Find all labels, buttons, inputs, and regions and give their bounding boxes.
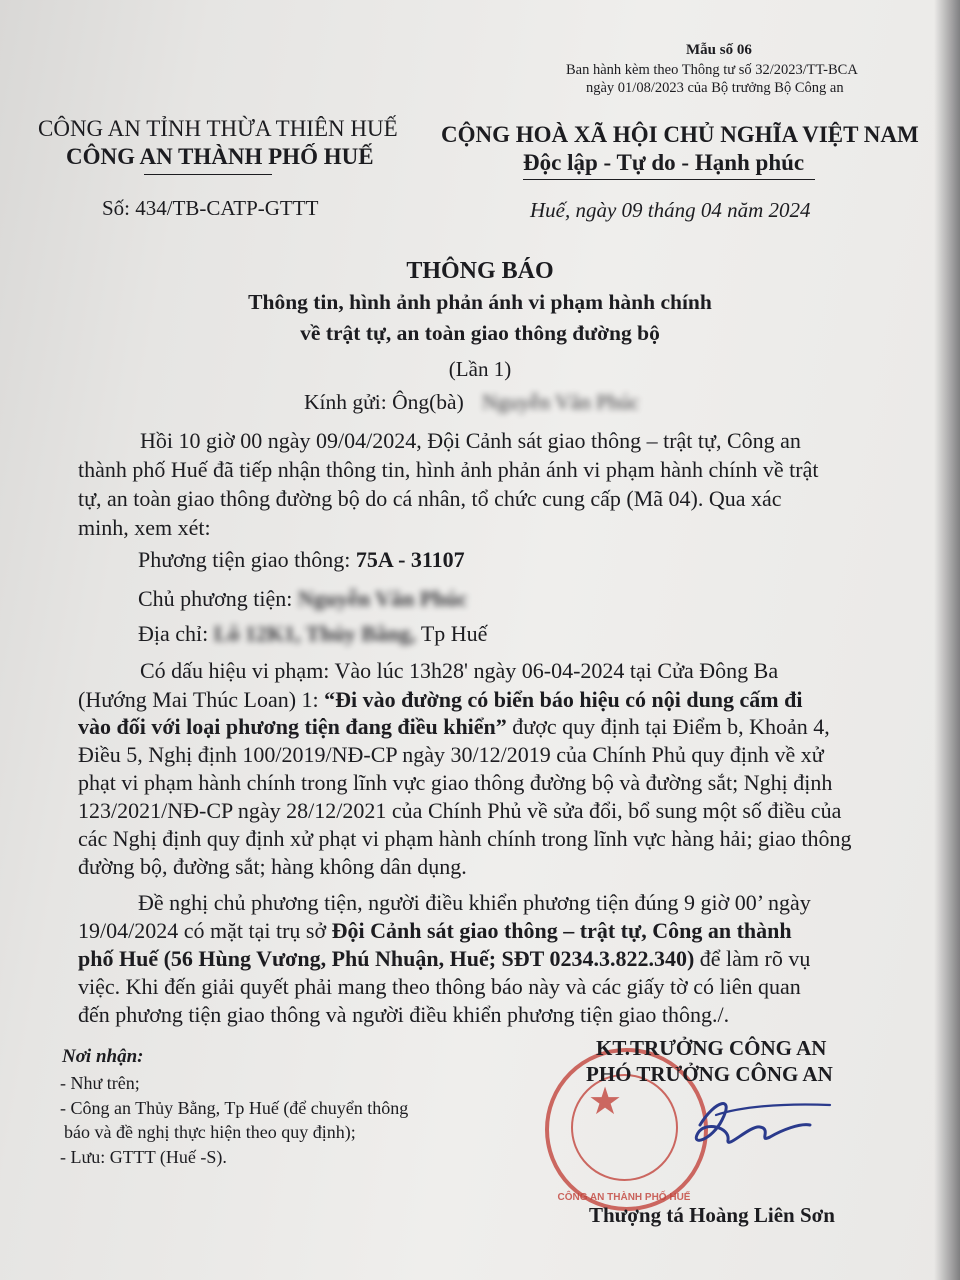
handwritten-signature xyxy=(660,1085,840,1165)
vehicle-plate-value: 75A - 31107 xyxy=(355,547,465,572)
violation-line: Có dấu hiệu vi phạm: Vào lúc 13h28' ngày 06-04-2024 tại Cửa Đông Ba xyxy=(140,658,779,683)
document-subtitle-1: Thông tin, hình ảnh phản ánh vi phạm hành chính xyxy=(248,290,712,314)
vehicle-owner-redacted: Nguyễn Văn Phúc xyxy=(297,586,468,611)
violation-quote: “Đi vào đường có biển báo hiệu có nội dung cấm đi xyxy=(324,687,803,712)
document-number: Số: 434/TB-CATP-GTTT xyxy=(102,196,319,220)
request-office: phố Huế (56 Hùng Vương, Phú Nhuận, Huế; SĐT 0234.3.822.340) xyxy=(78,946,695,971)
intro-line: thành phố Huế đã tiếp nhận thông tin, hình ảnh phản ánh vi phạm hành chính về trật xyxy=(78,457,819,482)
org-underline xyxy=(144,174,272,175)
intro-line: minh, xem xét: xyxy=(78,515,211,540)
violation-quote: vào đối với loại phương tiện đang điều khiển” xyxy=(78,714,507,739)
seal-text: CÔNG AN THÀNH PHỐ HUẾ xyxy=(557,1192,691,1203)
violation-line xyxy=(78,687,802,713)
request-text: để làm rõ vụ xyxy=(694,946,811,971)
violation-line: đường bộ, đường sắt; hàng không dân dụng. xyxy=(78,854,467,879)
national-title: CỘNG HOÀ XÃ HỘI CHỦ NGHĨA VIỆT NAM xyxy=(441,122,919,147)
motto-underline xyxy=(523,179,815,180)
vehicle-owner-label: Chủ phương tiện: xyxy=(138,586,293,611)
request-line: Đề nghị chủ phương tiện, người điều khiển phương tiện đúng 9 giờ 00’ ngày xyxy=(138,890,811,915)
recipients-title: Nơi nhận: xyxy=(62,1046,144,1067)
form-issued-line-2: ngày 01/08/2023 của Bộ trưởng Bộ Công an xyxy=(586,80,844,96)
violation-line: phạt vi phạm hành chính trong lĩnh vực giao thông đường bộ và đường sắt; Nghị định xyxy=(78,770,833,795)
recipient-item: - Như trên; xyxy=(60,1073,140,1093)
violation-text: được quy định tại Điểm b, Khoản 4, xyxy=(506,714,830,739)
sign-title-1: KT.TRƯỞNG CÔNG AN xyxy=(596,1036,827,1060)
form-number: Mẫu số 06 xyxy=(686,42,752,58)
document-subtitle-2: về trật tự, an toàn giao thông đường bộ xyxy=(300,321,660,345)
vehicle-address-row xyxy=(138,621,487,647)
vehicle-plate-label: Phương tiện giao thông: xyxy=(138,547,351,572)
vehicle-plate-row xyxy=(138,547,465,573)
request-office: Đội Cảnh sát giao thông – trật tự, Công an thành xyxy=(331,918,792,943)
vehicle-owner-row xyxy=(138,586,467,612)
violation-line: 123/2021/NĐ-CP ngày 28/12/2021 của Chính Phủ về sửa đổi, bổ sung một số điều của xyxy=(78,798,842,823)
seal-star-icon: ★ xyxy=(587,1081,623,1123)
recipient-item: - Lưu: GTTT (Huế -S). xyxy=(60,1147,227,1167)
request-line xyxy=(78,918,792,944)
org-city: CÔNG AN THÀNH PHỐ HUẾ xyxy=(66,144,374,169)
addressee-name-redacted: Nguyễn Văn Phúc xyxy=(482,390,640,414)
page-edge-shadow xyxy=(934,0,960,1280)
notice-count: (Lần 1) xyxy=(448,357,512,381)
request-line: đến phương tiện giao thông và người điều khiển phương tiện giao thông./. xyxy=(78,1002,730,1027)
sign-title-2: PHÓ TRƯỞNG CÔNG AN xyxy=(586,1062,833,1086)
intro-line: tự, an toàn giao thông đường bộ do cá nhân, tổ chức cung cấp (Mã 04). Qua xác xyxy=(78,486,782,511)
request-text: 19/04/2024 có mặt tại trụ sở xyxy=(78,918,332,943)
national-motto: Độc lập - Tự do - Hạnh phúc xyxy=(523,150,805,175)
vehicle-address-city: Tp Huế xyxy=(420,621,488,646)
signer-name: Thượng tá Hoàng Liên Sơn xyxy=(589,1203,835,1227)
recipient-item: báo và đề nghị thực hiện theo quy định); xyxy=(64,1122,356,1142)
request-line xyxy=(78,946,810,972)
org-province: CÔNG AN TỈNH THỪA THIÊN HUẾ xyxy=(38,116,398,141)
form-issued-line-1: Ban hành kèm theo Thông tư số 32/2023/TT-BCA xyxy=(566,62,858,78)
vehicle-address-redacted: Lô 12K1, Thủy Bằng, xyxy=(213,621,416,646)
vehicle-address-label: Địa chỉ: xyxy=(138,621,209,646)
violation-text: (Hướng Mai Thúc Loan) 1: xyxy=(78,687,325,712)
document-title: THÔNG BÁO xyxy=(406,258,554,284)
recipient-item: - Công an Thủy Bằng, Tp Huế (để chuyển thông xyxy=(60,1098,409,1118)
violation-line xyxy=(78,714,830,740)
violation-line: Điều 5, Nghị định 100/2019/NĐ-CP ngày 30/12/2019 của Chính Phủ quy định về xử xyxy=(78,742,824,767)
addressee-label: Kính gửi: Ông(bà) xyxy=(304,390,464,414)
violation-line: các Nghị định quy định xử phạt vi phạm hành chính trong lĩnh vực hàng hải; giao thông xyxy=(78,826,852,851)
place-date: Huế, ngày 09 tháng 04 năm 2024 xyxy=(530,198,811,222)
request-line: việc. Khi đến giải quyết phải mang theo thông báo này và các giấy tờ có liên quan xyxy=(78,974,801,999)
intro-line: Hồi 10 giờ 00 ngày 09/04/2024, Đội Cảnh sát giao thông – trật tự, Công an xyxy=(140,428,801,453)
